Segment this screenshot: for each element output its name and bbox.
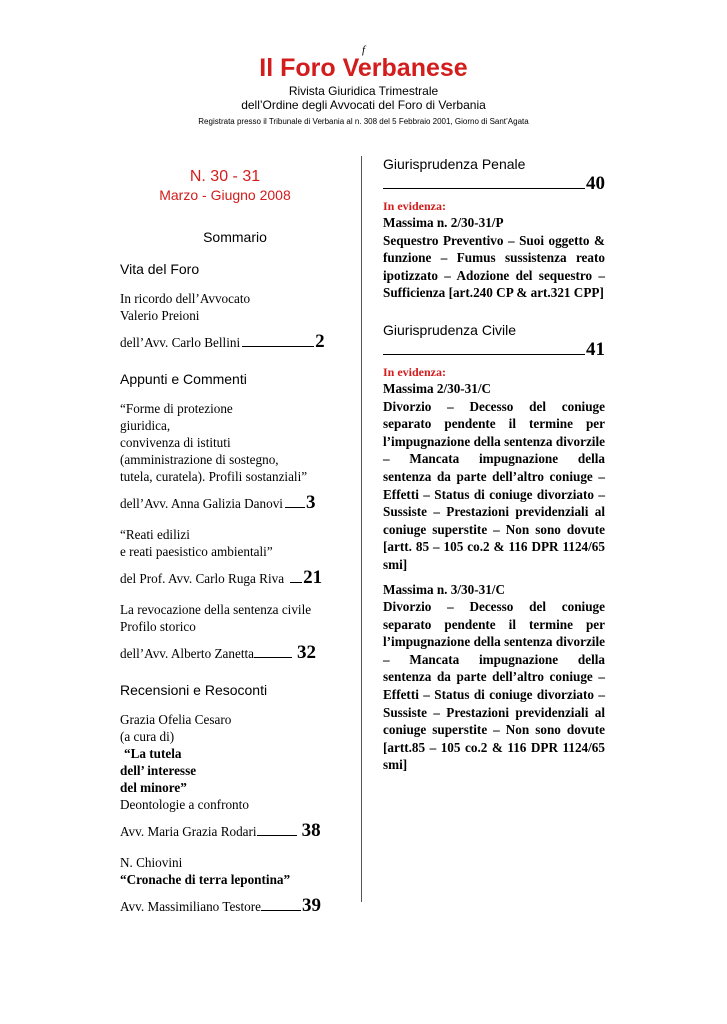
entry-title-line: “Reati edilizi [120, 527, 190, 542]
penale-page-line[interactable] [383, 173, 605, 195]
entry-title-line: convivenza di istituti [120, 435, 231, 450]
entry-title-line: dell’ interesse [120, 763, 197, 778]
massima-title: Massima n. 2/30-31/P [383, 215, 504, 230]
toc-entry-title [120, 290, 330, 324]
leader-rule [261, 909, 301, 911]
entry-title-line: giuridica, [120, 418, 171, 433]
massima-title: Massima n. 3/30-31/C [383, 581, 505, 597]
section-heading-vita: Vita del Foro [120, 261, 200, 277]
penale-page: 40 [586, 173, 605, 194]
leader-rule [257, 834, 297, 836]
entry-author: dell’Avv. Carlo Bellini [120, 335, 241, 350]
issue-date: Marzo - Giugno 2008 [159, 187, 291, 203]
journal-title: Il Foro Verbanese [259, 54, 468, 82]
jurisprudence-column [383, 156, 605, 774]
entry-title-line: (amministrazione di sostegno, [120, 452, 279, 467]
toc-entry-author-line[interactable] [120, 567, 330, 589]
entry-title-line: In ricordo dell’Avvocato [120, 291, 251, 306]
entry-title-line: del minore” [120, 780, 187, 795]
evidenza-label: In evidenza: [383, 199, 446, 213]
section-heading-civile: Giurisprudenza Civile [383, 321, 517, 338]
entry-title-line: “La tutela [124, 746, 182, 761]
toc-entry-author-line[interactable] [120, 331, 330, 353]
top-mark: f [361, 44, 366, 56]
section-heading-recensioni: Recensioni e Resoconti [120, 682, 268, 698]
entry-title-line: Valerio Preioni [120, 308, 200, 323]
journal-subtitle: Rivista Giuridica Trimestrale [288, 84, 439, 98]
entry-page: 21 [303, 567, 323, 588]
registration-note: Registrata presso il Tribunale di Verbania al n. 308 del 5 Febbraio 2001, Giorno di Sant’Agata [198, 117, 529, 126]
toc-entry-title [120, 601, 330, 635]
table-of-contents [120, 168, 330, 917]
entry-author: dell’Avv. Anna Galizia Danovi [120, 496, 283, 511]
entry-title-line: Deontologie a confronto [120, 797, 249, 812]
leader-rule [242, 345, 314, 347]
leader-rule [285, 506, 305, 508]
massima-text: Divorzio – Decesso del coniuge separato pendente il termine per l’impugnazione della sentenza divorzile – Mancata impugnazione della sentenza da parte dell’altro coniuge – Effetti – Status di coniuge divorziato – Sussiste – Prestazioni previdenziali al coniuge superstite – Non sono dovute [artt.85 – 105 co.2 & 116 DPR 1124/65 smi] [383, 599, 605, 773]
entry-title-line: e reati paesistico ambientali” [120, 544, 273, 559]
massima-text: Divorzio – Decesso del coniuge separato pendente il termine per l’impugnazione della sentenza divorzile – Mancata impugnazione della sentenza da parte dell’altro coniuge – Effetti – Status di coniuge divorziato – Sussiste – Prestazioni previdenziali al coniuge superstite – Non sono dovute [artt. 85 – 105 co.2 & 116 DPR 1124/65 smi] [383, 398, 605, 572]
entry-page: 38 [301, 820, 321, 841]
entry-title-line: “Forme di protezione [120, 401, 233, 416]
entry-title-line: Grazia Ofelia Cesaro [120, 712, 232, 727]
entry-title-line: tutela, curatela). Profili sostanziali” [120, 469, 308, 484]
toc-entry-author-line[interactable] [120, 820, 330, 842]
leader-rule [383, 174, 585, 189]
leader-rule [290, 581, 302, 583]
massima-text: Sequestro Preventivo – Suoi oggetto & funzione – Fumus sussistenza reato ipotizzato – Adozione del sequestro – Sufficienza [art.240 CP & art.321 CPP] [383, 232, 605, 301]
toc-entry-title [120, 526, 330, 560]
entry-page: 2 [315, 331, 325, 352]
entry-page: 32 [297, 642, 317, 663]
issue-number: N. 30 - 31 [189, 168, 261, 185]
entry-author: Avv. Maria Grazia Rodari [120, 824, 257, 839]
entry-title-line: Profilo storico [120, 619, 196, 634]
massima-title: Massima 2/30-31/C [383, 380, 492, 396]
toc-entry-title [120, 854, 330, 888]
entry-author: dell’Avv. Alberto Zanetta [120, 646, 255, 661]
evidenza-label: In evidenza: [383, 364, 446, 379]
entry-title-line: (a cura di) [120, 729, 175, 744]
sommario-heading: Sommario [203, 229, 267, 245]
entry-author: Avv. Massimiliano Testore [120, 899, 261, 914]
entry-title-line: La revocazione della sentenza civile [120, 602, 312, 617]
civile-page-line[interactable] [383, 339, 605, 361]
civile-page: 41 [586, 338, 605, 360]
toc-entry-author-line[interactable] [120, 895, 330, 917]
section-heading-penale: Giurisprudenza Penale [383, 156, 526, 172]
toc-entry-title [120, 400, 330, 485]
column-divider [361, 156, 362, 902]
entry-page: 39 [301, 895, 321, 916]
leader-rule [254, 656, 292, 658]
section-heading-appunti: Appunti e Commenti [120, 371, 247, 387]
entry-author: del Prof. Avv. Carlo Ruga Riva [120, 571, 285, 586]
entry-page: 3 [305, 492, 316, 513]
toc-entry-title [120, 711, 330, 813]
entry-title-line: N. Chiovini [120, 855, 183, 870]
toc-entry-author-line[interactable] [120, 492, 330, 514]
leader-rule [383, 340, 585, 355]
entry-title-line: “Cronache di terra lepontina” [120, 872, 291, 887]
journal-publisher: dell’Ordine degli Avvocati del Foro di Verbania [241, 98, 486, 112]
toc-entry-author-line[interactable] [120, 642, 330, 664]
